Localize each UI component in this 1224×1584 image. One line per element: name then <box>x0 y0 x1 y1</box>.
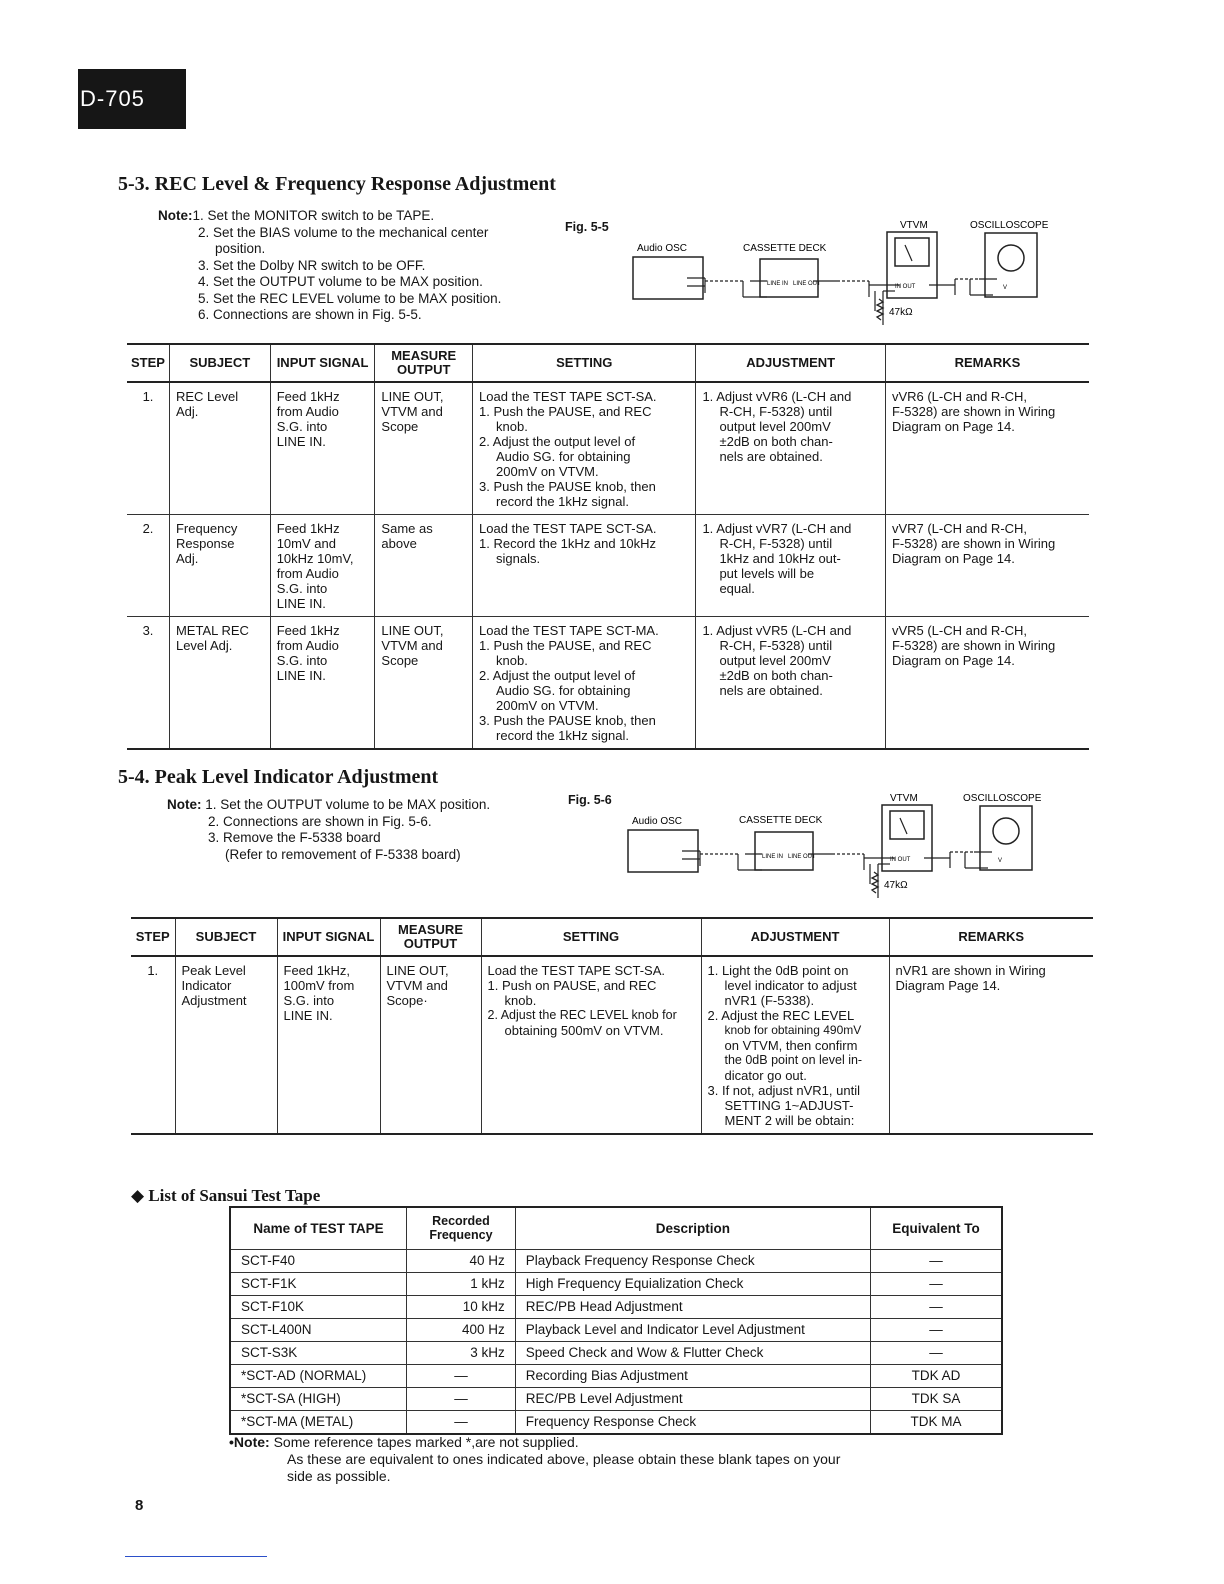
adjustment-line: the 0dB point on level in- <box>724 1053 863 1067</box>
setting-line: 1. Push the PAUSE, and REC <box>479 404 652 419</box>
cassette-deck-label: CASSETTE DECK <box>739 815 823 826</box>
note-label: Note: <box>158 208 193 223</box>
tape-equiv-cell: — <box>871 1318 1002 1341</box>
tape-equiv-cell: TDK SA <box>871 1387 1002 1410</box>
tape-list-title: ◆ List of Sansui Test Tape <box>131 1186 321 1205</box>
tape-desc-cell: REC/PB Head Adjustment <box>515 1295 870 1318</box>
adjustment-line: output level 200mV <box>719 653 831 668</box>
connection-diagram <box>625 215 1065 330</box>
setting-line: 200mV on VTVM. <box>496 698 599 713</box>
measure-line: LINE OUT, <box>386 963 449 978</box>
oscilloscope-label: OSCILLOSCOPE <box>970 220 1049 231</box>
col-header-recorded-frequency: Recorded Frequency <box>407 1207 516 1249</box>
subject-cell <box>175 956 277 1134</box>
setting-line: record the 1kHz signal. <box>496 494 629 509</box>
tape-freq-cell: 10 kHz <box>407 1295 516 1318</box>
col-header-description: Description <box>515 1207 870 1249</box>
adjustment-line: equal. <box>719 581 755 596</box>
remarks-line: F-5328) are shown in Wiring <box>891 404 1056 419</box>
remarks-line: F-5328) are shown in Wiring <box>891 536 1056 551</box>
adjustment-line: R-CH, F-5328) until <box>719 404 833 419</box>
scope-screen-icon <box>993 818 1019 844</box>
tape-freq-cell: — <box>407 1387 516 1410</box>
input-line: LINE IN. <box>276 434 326 449</box>
tape-name-cell: SCT-F1K <box>230 1272 407 1295</box>
scope-v-label: V <box>1003 285 1008 291</box>
setting-cell <box>473 382 696 515</box>
vtvm-label: VTVM <box>900 220 928 231</box>
input-line: S.G. into <box>276 653 328 668</box>
resistor-label: 47kΩ <box>889 307 913 318</box>
table-row <box>127 382 1089 515</box>
scope-screen-icon <box>998 245 1024 271</box>
note-item: 2. Set the BIAS volume to the mechanical center <box>198 224 489 240</box>
setting-cell <box>473 515 696 617</box>
adjustment-line: 1kHz and 10kHz out- <box>719 551 841 566</box>
table-row <box>230 1272 1002 1295</box>
meter-icon <box>890 811 924 839</box>
note-item: 4. Set the OUTPUT volume to be MAX position. <box>198 274 483 289</box>
input-line: Feed 1kHz <box>276 521 340 536</box>
adjustment-line: 1. Adjust vVR6 (L-CH and <box>702 389 852 404</box>
setting-line: 1. Record the 1kHz and 10kHz <box>479 536 657 551</box>
tape-desc-cell: REC/PB Level Adjustment <box>515 1387 870 1410</box>
audio-osc-label: Audio OSC <box>637 243 688 254</box>
col-header-subject: SUBJECT <box>169 344 270 382</box>
tape-equiv-cell: — <box>871 1341 1002 1364</box>
note-item: 3. Remove the F-5338 board <box>208 830 381 845</box>
col-header-step: STEP <box>127 344 169 382</box>
line-in-label: LINE IN <box>762 854 784 860</box>
adjustment-line: dicator go out. <box>724 1068 807 1083</box>
input-line: S.G. into <box>276 419 328 434</box>
input-line: from Audio <box>276 638 339 653</box>
setting-line: record the 1kHz signal. <box>496 728 629 743</box>
setting-line: knob. <box>504 993 537 1008</box>
col-header-measure-output: MEASURE OUTPUT <box>380 918 481 956</box>
adjustment-line: nels are obtained. <box>719 683 823 698</box>
tape-desc-cell: Playback Level and Indicator Level Adjustment <box>515 1318 870 1341</box>
adjustment-line: output level 200mV <box>719 419 831 434</box>
page-number: 8 <box>135 1497 144 1514</box>
tape-freq-cell: 1 kHz <box>407 1272 516 1295</box>
input-line: from Audio <box>276 566 339 581</box>
step-cell: 1. <box>131 956 175 1134</box>
input-line: LINE IN. <box>283 1008 333 1023</box>
input-line: Feed 1kHz <box>276 623 340 638</box>
peak-level-adjustment-table <box>131 917 1093 1135</box>
input-line: Feed 1kHz, <box>283 963 350 978</box>
note-item: 1. Set the OUTPUT volume to be MAX position. <box>205 797 491 812</box>
tape-equiv-cell: TDK MA <box>871 1410 1002 1434</box>
resistor-icon <box>877 299 883 320</box>
setting-line: 2. Adjust the output level of <box>479 668 636 683</box>
table-row <box>230 1387 1002 1410</box>
col-header-setting: SETTING <box>481 918 701 956</box>
note-item: 6. Connections are shown in Fig. 5-5. <box>198 307 422 322</box>
col-header-adjustment: ADJUSTMENT <box>701 918 889 956</box>
setting-line: Load the TEST TAPE SCT-SA. <box>479 521 657 536</box>
measure-line: LINE OUT, <box>381 623 444 638</box>
input-line: 10kHz 10mV, <box>276 551 354 566</box>
cassette-deck-label: CASSETTE DECK <box>743 243 827 254</box>
table-header-row <box>230 1207 1002 1249</box>
setting-line: obtaining 500mV on VTVM. <box>504 1023 664 1038</box>
col-header-setting: SETTING <box>473 344 696 382</box>
table-row <box>230 1341 1002 1364</box>
tape-name-cell: SCT-L400N <box>230 1318 407 1341</box>
col-header-input-signal: INPUT SIGNAL <box>270 344 375 382</box>
subject-line: REC Level <box>175 389 239 404</box>
table-row <box>230 1318 1002 1341</box>
step-cell: 3. <box>127 617 169 750</box>
input-line: 10mV and <box>276 536 336 551</box>
tape-name-cell: *SCT-MA (METAL) <box>230 1410 407 1434</box>
measure-line: Scope <box>381 653 419 668</box>
tape-name-cell: *SCT-AD (NORMAL) <box>230 1364 407 1387</box>
note-item: 1. Set the MONITOR switch to be TAPE. <box>192 208 435 223</box>
bottom-rule <box>125 1556 267 1557</box>
setting-line: Load the TEST TAPE SCT-SA. <box>487 963 666 978</box>
setting-line: 2. Adjust the output level of <box>479 434 636 449</box>
table-row <box>230 1410 1002 1434</box>
tape-desc-cell: High Frequency Equialization Check <box>515 1272 870 1295</box>
adjustment-line: 2. Adjust the REC LEVEL <box>707 1008 855 1023</box>
subject-line: Adjustment <box>181 993 247 1008</box>
connection-diagram <box>620 790 1060 905</box>
remarks-line: vVR5 (L-CH and R-CH, <box>891 623 1028 638</box>
tape-freq-cell: — <box>407 1364 516 1387</box>
adjustment-line: ±2dB on both chan- <box>719 668 833 683</box>
footnote <box>229 1434 840 1485</box>
vtvm-in-out-label: IN OUT <box>890 857 911 863</box>
tape-freq-cell: — <box>407 1410 516 1434</box>
tape-equiv-cell: — <box>871 1295 1002 1318</box>
subject-line: Peak Level <box>181 963 246 978</box>
tape-desc-cell: Playback Frequency Response Check <box>515 1249 870 1272</box>
setting-line: knob. <box>496 653 528 668</box>
setting-line: 2. Adjust the REC LEVEL knob for <box>487 1008 677 1022</box>
adjustment-line: SETTING 1~ADJUST- <box>724 1098 854 1113</box>
footnote-label: •Note: <box>229 1434 270 1450</box>
input-cell <box>270 515 375 617</box>
adjustment-line: nVR1 (F-5338). <box>724 993 815 1008</box>
adjustment-line: 3. If not, adjust nVR1, until <box>707 1083 860 1098</box>
table-header-row <box>127 344 1089 382</box>
col-header-input-signal: INPUT SIGNAL <box>277 918 380 956</box>
remarks-cell <box>885 515 1089 617</box>
oscilloscope-box <box>985 233 1037 297</box>
adjustment-cell <box>696 382 886 515</box>
tape-freq-cell: 400 Hz <box>407 1318 516 1341</box>
measure-cell <box>375 515 473 617</box>
remarks-line: F-5328) are shown in Wiring <box>891 638 1056 653</box>
adjustment-line: R-CH, F-5328) until <box>719 536 833 551</box>
input-line: from Audio <box>276 404 339 419</box>
tape-name-cell: SCT-S3K <box>230 1341 407 1364</box>
footnote-line: As these are equivalent to ones indicated above, please obtain these blank tapes on your <box>287 1451 841 1467</box>
resistor-label: 47kΩ <box>884 880 908 891</box>
oscilloscope-label: OSCILLOSCOPE <box>963 793 1042 804</box>
input-line: S.G. into <box>283 993 335 1008</box>
tape-desc-cell: Speed Check and Wow & Flutter Check <box>515 1341 870 1364</box>
subject-line: Adj. <box>175 404 199 419</box>
subject-line: Indicator <box>181 978 232 993</box>
setting-line: Load the TEST TAPE SCT-SA. <box>479 389 657 404</box>
setting-line: 3. Push the PAUSE knob, then <box>479 713 656 728</box>
table-header-row <box>131 918 1093 956</box>
test-tape-table <box>229 1206 1003 1435</box>
adjustment-line: put levels will be <box>719 566 815 581</box>
measure-line: VTVM and <box>386 978 448 993</box>
remarks-line: vVR6 (L-CH and R-CH, <box>891 389 1028 404</box>
adjustment-line: 1. Adjust vVR5 (L-CH and <box>702 623 852 638</box>
adjustment-line: R-CH, F-5328) until <box>719 638 833 653</box>
measure-line: above <box>381 536 417 551</box>
setting-line: 1. Push on PAUSE, and REC <box>487 978 657 993</box>
adjustment-line: nels are obtained. <box>719 449 823 464</box>
cassette-deck-box <box>755 832 813 870</box>
figure-label: Fig. 5-5 <box>565 220 609 234</box>
subject-line: Adj. <box>175 551 199 566</box>
input-line: S.G. into <box>276 581 328 596</box>
adjustment-line: 1. Adjust vVR7 (L-CH and <box>702 521 852 536</box>
remarks-cell <box>885 617 1089 750</box>
audio-osc-label: Audio OSC <box>632 816 683 827</box>
subject-cell <box>169 382 270 515</box>
section-title-peak-level: 5-4. Peak Level Indicator Adjustment <box>118 766 439 788</box>
remarks-line: Diagram on Page 14. <box>891 419 1015 434</box>
input-cell <box>270 617 375 750</box>
setting-line: 200mV on VTVM. <box>496 464 599 479</box>
input-line: 100mV from <box>283 978 355 993</box>
resistor-icon <box>872 872 878 893</box>
measure-cell <box>375 617 473 750</box>
tape-desc-cell: Frequency Response Check <box>515 1410 870 1434</box>
tape-freq-cell: 40 Hz <box>407 1249 516 1272</box>
remarks-line: Diagram Page 14. <box>895 978 1001 993</box>
setting-cell <box>473 617 696 750</box>
footnote-line: side as possible. <box>287 1468 391 1484</box>
section1-notes <box>158 208 501 324</box>
measure-line: Same as <box>381 521 433 536</box>
col-header-measure-output: MEASURE OUTPUT <box>375 344 473 382</box>
input-cell <box>277 956 380 1134</box>
setting-line: 1. Push the PAUSE, and REC <box>479 638 652 653</box>
adjustment-cell <box>701 956 889 1134</box>
remarks-line: Diagram on Page 14. <box>891 653 1015 668</box>
model-tab: D-705 <box>78 69 186 129</box>
tape-equiv-cell: TDK AD <box>871 1364 1002 1387</box>
measure-line: VTVM and <box>381 638 443 653</box>
note-label: Note: <box>167 797 202 812</box>
note-item: (Refer to removement of F-5338 board) <box>225 846 461 862</box>
measure-line: Scope <box>381 419 419 434</box>
measure-cell <box>380 956 481 1134</box>
col-header-subject: SUBJECT <box>175 918 277 956</box>
remarks-cell <box>885 382 1089 515</box>
vtvm-label: VTVM <box>890 793 918 804</box>
tape-desc-cell: Recording Bias Adjustment <box>515 1364 870 1387</box>
setting-line: Audio SG. for obtaining <box>496 683 631 698</box>
adjustment-line: on VTVM, then confirm <box>724 1038 858 1053</box>
adjustment-cell <box>696 515 886 617</box>
remarks-line: Diagram on Page 14. <box>891 551 1015 566</box>
cassette-deck-box <box>760 259 818 297</box>
col-header-remarks: REMARKS <box>889 918 1093 956</box>
step-cell: 2. <box>127 515 169 617</box>
scope-v-label: V <box>998 858 1003 864</box>
subject-line: Level Adj. <box>175 638 233 653</box>
line-out-label: LINE OUT <box>788 854 816 860</box>
section2-notes <box>167 797 490 863</box>
table-row <box>230 1295 1002 1318</box>
setting-line: 3. Push the PAUSE knob, then <box>479 479 656 494</box>
adjustment-line: MENT 2 will be obtain: <box>724 1113 855 1128</box>
col-header-equivalent: Equivalent To <box>871 1207 1002 1249</box>
tape-equiv-cell: — <box>871 1249 1002 1272</box>
col-header-remarks: REMARKS <box>885 344 1089 382</box>
input-line: LINE IN. <box>276 596 326 611</box>
subject-cell <box>169 515 270 617</box>
subject-line: Frequency <box>175 521 238 536</box>
note-item: position. <box>215 241 266 256</box>
tape-equiv-cell: — <box>871 1272 1002 1295</box>
measure-line: Scope· <box>386 993 428 1008</box>
measure-cell <box>375 382 473 515</box>
setting-line: Load the TEST TAPE SCT-MA. <box>479 623 659 638</box>
adjustment-line: level indicator to adjust <box>724 978 857 993</box>
tape-name-cell: SCT-F40 <box>230 1249 407 1272</box>
line-in-label: LINE IN <box>767 281 789 287</box>
rec-level-adjustment-table <box>127 343 1089 750</box>
tape-name-cell: *SCT-SA (HIGH) <box>230 1387 407 1410</box>
note-item: 2. Connections are shown in Fig. 5-6. <box>208 813 432 829</box>
meter-icon <box>895 238 929 266</box>
input-cell <box>270 382 375 515</box>
subject-line: METAL REC <box>175 623 249 638</box>
remarks-line: vVR7 (L-CH and R-CH, <box>891 521 1028 536</box>
oscilloscope-box <box>980 806 1032 870</box>
footnote-line: Some reference tapes marked *,are not supplied. <box>273 1434 579 1450</box>
col-header-adjustment: ADJUSTMENT <box>696 344 886 382</box>
setting-line: signals. <box>496 551 541 566</box>
adjustment-cell <box>696 617 886 750</box>
adjustment-line: knob for obtaining 490mV <box>724 1023 862 1037</box>
col-header-step: STEP <box>131 918 175 956</box>
table-row <box>230 1364 1002 1387</box>
setting-cell <box>481 956 701 1134</box>
input-line: LINE IN. <box>276 668 326 683</box>
section-title-rec-level: 5-3. REC Level & Frequency Response Adjustment <box>118 173 556 195</box>
col-header-name: Name of TEST TAPE <box>230 1207 407 1249</box>
figure-label: Fig. 5-6 <box>568 793 612 807</box>
measure-line: LINE OUT, <box>381 389 444 404</box>
adjustment-line: 1. Light the 0dB point on <box>707 963 849 978</box>
line-out-label: LINE OUT <box>793 281 821 287</box>
setting-line: knob. <box>496 419 528 434</box>
remarks-line: nVR1 are shown in Wiring <box>895 963 1046 978</box>
note-item: 3. Set the Dolby NR switch to be OFF. <box>198 257 426 273</box>
tape-name-cell: SCT-F10K <box>230 1295 407 1318</box>
subject-cell <box>169 617 270 750</box>
measure-line: VTVM and <box>381 404 443 419</box>
subject-line: Response <box>175 536 235 551</box>
table-row <box>127 617 1089 750</box>
table-row <box>127 515 1089 617</box>
adjustment-line: ±2dB on both chan- <box>719 434 833 449</box>
remarks-cell <box>889 956 1093 1134</box>
tape-freq-cell: 3 kHz <box>407 1341 516 1364</box>
table-row <box>230 1249 1002 1272</box>
step-cell: 1. <box>127 382 169 515</box>
setting-line: Audio SG. for obtaining <box>496 449 631 464</box>
note-item: 5. Set the REC LEVEL volume to be MAX position. <box>198 290 502 306</box>
input-line: Feed 1kHz <box>276 389 340 404</box>
vtvm-in-out-label: IN OUT <box>895 284 916 290</box>
table-row <box>131 956 1093 1134</box>
